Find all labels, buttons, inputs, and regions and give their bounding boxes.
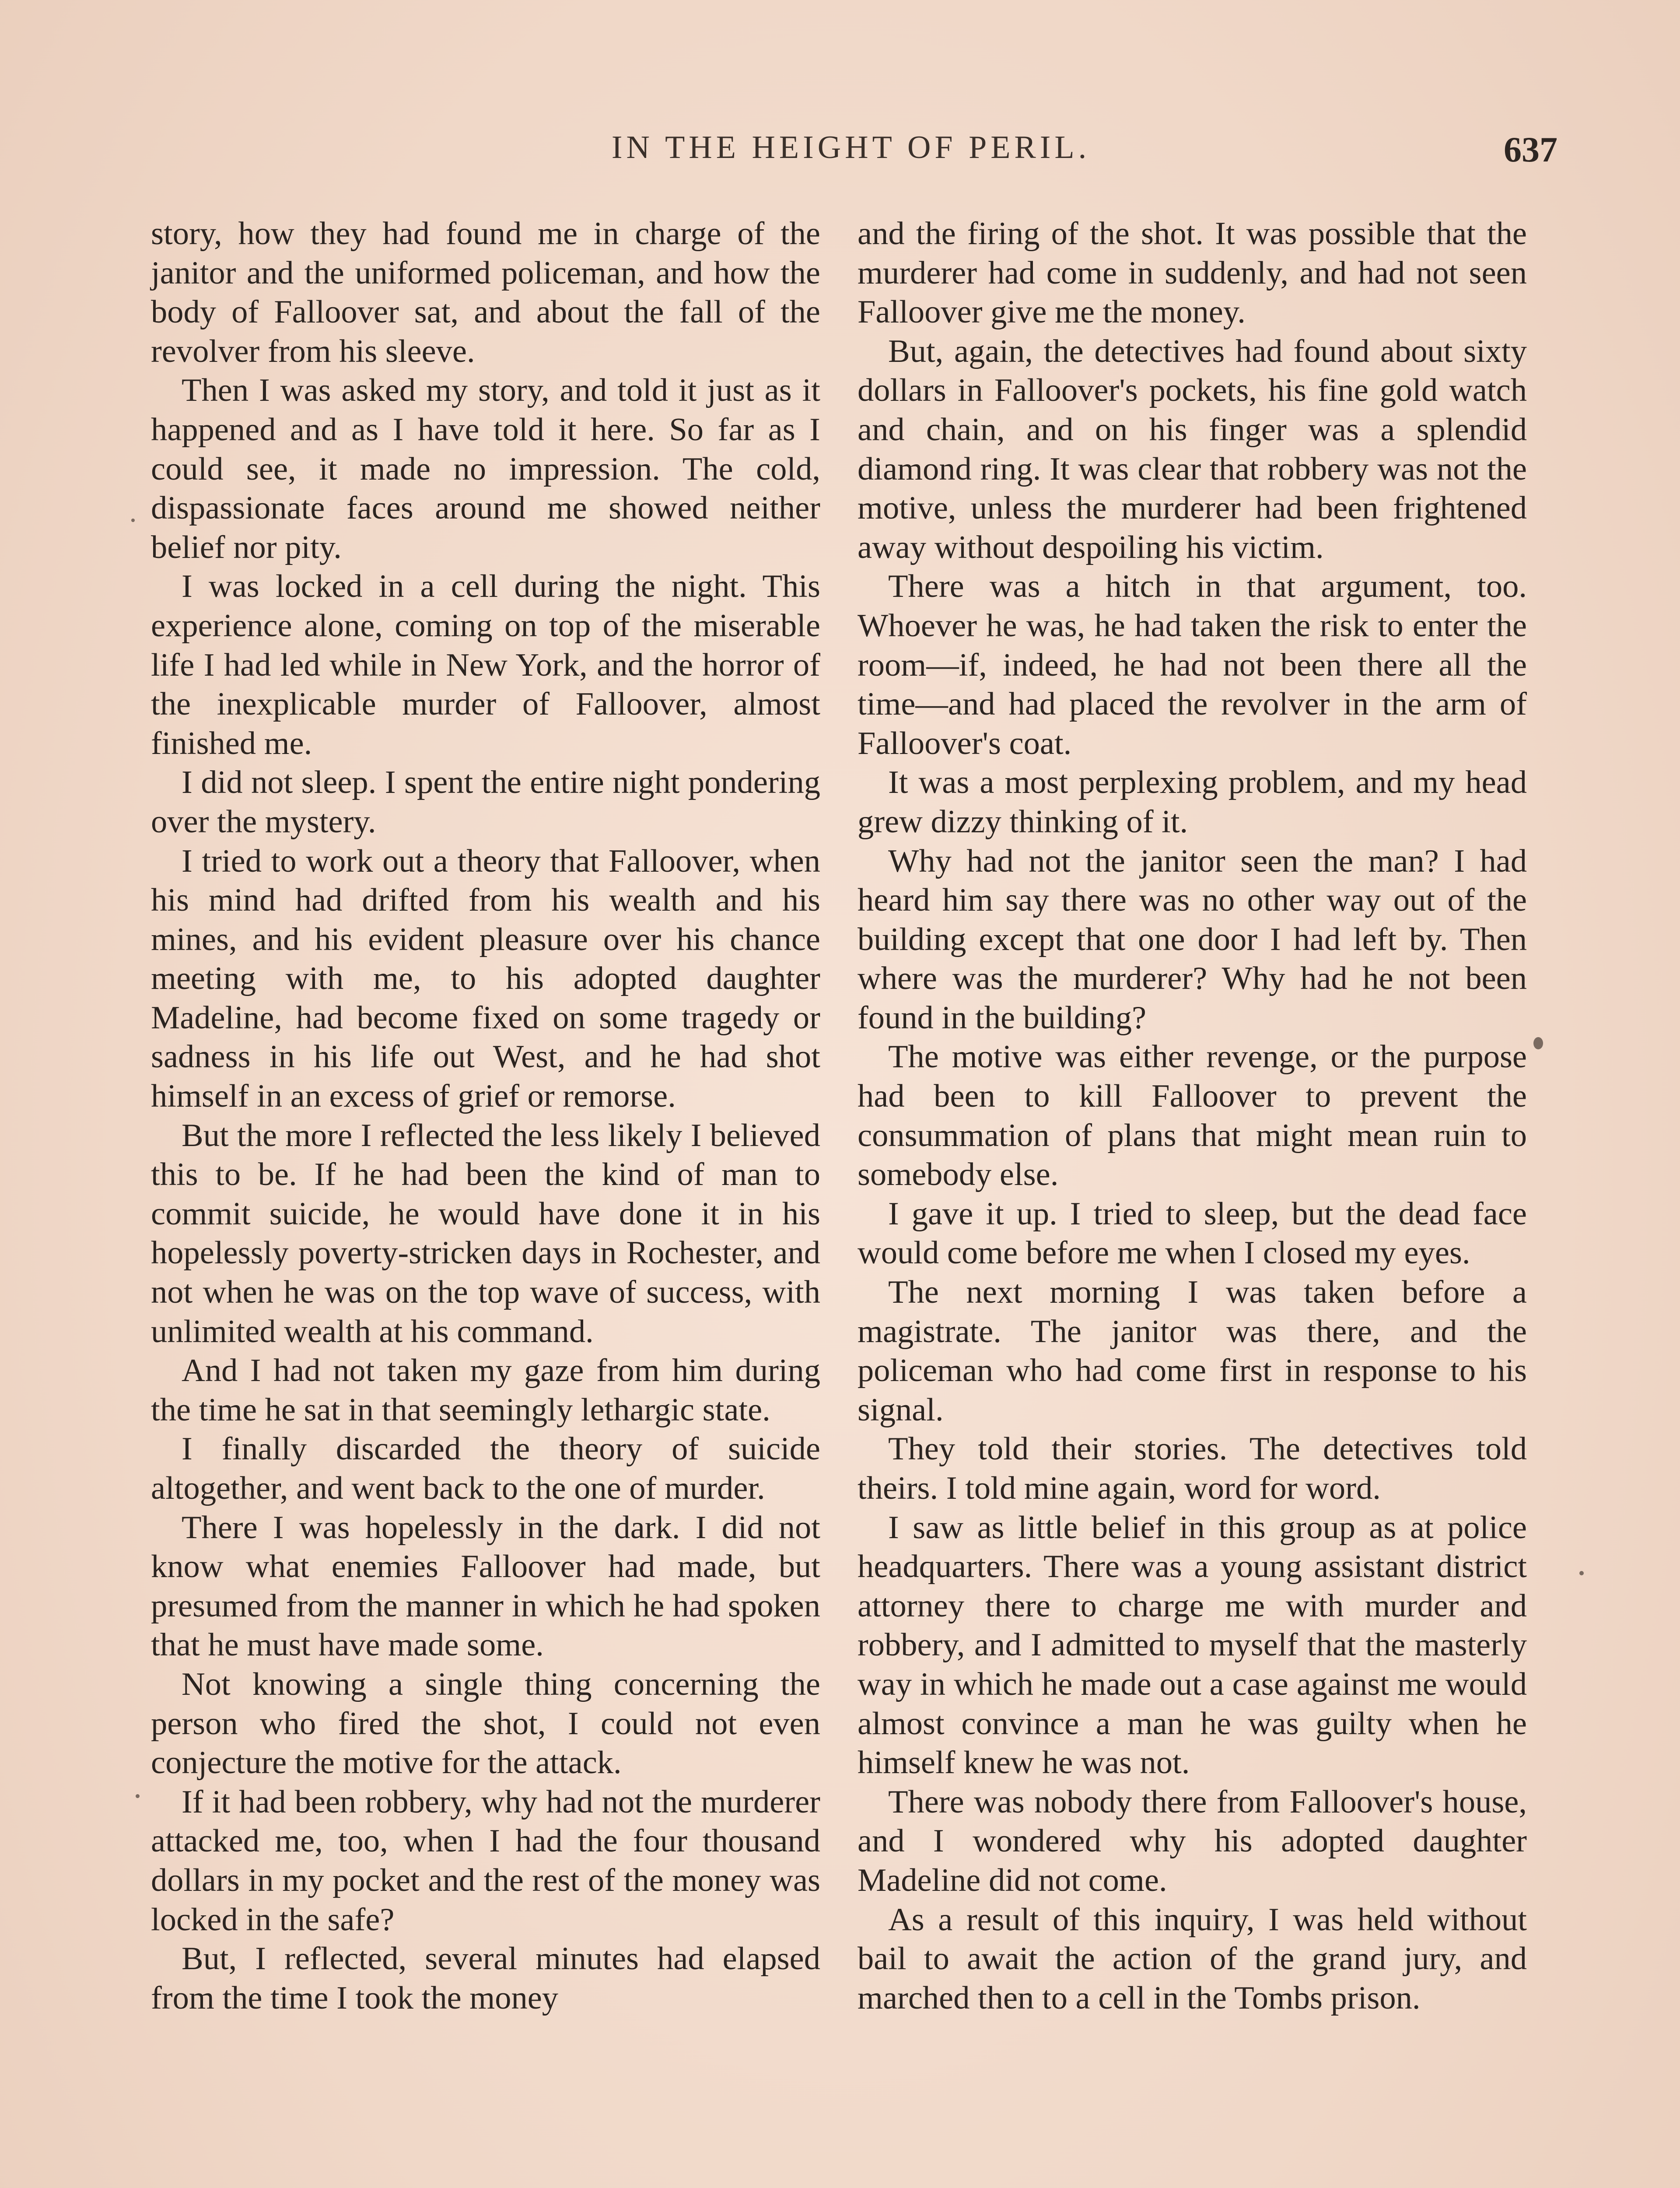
paragraph: I saw as little belief in this group as at police headquarters. There was a young assistant district attorney there to charge me with murder and robbery, and I admitted to myself that the masterly way in which he made out a case against me would almost convince a man he was guilty when he himself knew he was not. [858,1509,1527,1781]
paragraph: There was a hitch in that argument, too. Whoever he was, he had taken the risk to enter the room—if, indeed, he had not been there all the time—and had placed the revolver in the arm of Falloover's coat. [858,568,1527,761]
paragraph: There I was hopelessly in the dark. I did not know what enemies Falloover had made, but presumed from the manner in which he had spoken that he must have made some. [151,1509,820,1663]
paper-speck [1579,1571,1584,1575]
running-head: IN THE HEIGHT OF PERIL. [611,130,1091,165]
paragraph: story, how they had found me in charge of the janitor and the uniformed policeman, and how the body of Falloover sat, and about the fall of the revolver from his sleeve. [151,216,820,369]
paragraph: There was nobody there from Falloover's house, and I wondered why his adopted daughter Madeline did not come. [858,1784,1527,1898]
paragraph: I gave it up. I tried to sleep, but the dead face would come before me when I closed my eyes. [858,1196,1527,1271]
paragraph: If it had been robbery, why had not the murderer attacked me, too, when I had the four thousand dollars in my pocket and the rest of the money was locked in the safe? [151,1784,820,1938]
paragraph: I did not sleep. I spent the entire night pondering over the mystery. [151,764,820,840]
paragraph: I finally discarded the theory of suicide altogether, and went back to the one of murder. [151,1431,820,1506]
paragraph: Why had not the janitor seen the man? I had heard him say there was no other way out of the building except that one door I had left by. Then where was the murderer? Why had he not been found in the building? [858,843,1527,1036]
paragraph: Then I was asked my story, and told it just as it happened and as I have told it here. So far as I could see, it made no impression. The cold, dispassionate faces around me showed neither belief nor pity. [151,372,820,565]
paragraph: Not knowing a single thing concerning the person who fired the shot, I could not even conjecture the motive for the attack. [151,1666,820,1781]
paragraph: The next morning I was taken before a magistrate. The janitor was there, and the policeman who had come first in response to his signal. [858,1274,1527,1428]
paragraph: As a result of this inquiry, I was held without bail to await the action of the grand jury, and marched then to a cell in the Tombs prison. [858,1901,1527,2016]
paper-speck [131,519,135,522]
paragraph: I tried to work out a theory that Falloover, when his mind had drifted from his wealth and his mines, and his evident pleasure over his chance meeting with me, to his adopted daughter Madeline, had become fixed on some tragedy or sadness in his life out West, and he had shot himself in an excess of grief or remorse. [151,843,820,1115]
paragraph: But, again, the detectives had found about sixty dollars in Falloover's pockets, his fine gold watch and chain, and on his finger was a splendid diamond ring. It was clear that robbery was not the motive, unless the murderer had been frightened away without despoiling his victim. [858,333,1527,565]
paragraph: and the firing of the shot. It was possible that the murderer had come in suddenly, and had not seen Falloover give me the money. [858,216,1527,330]
paragraph: They told their stories. The detectives told theirs. I told mine again, word for word. [858,1431,1527,1506]
paragraph: It was a most perplexing problem, and my head grew dizzy thinking of it. [858,764,1527,840]
paper-speck [136,1794,140,1798]
page-number: 637 [1504,130,1558,169]
paragraph: But the more I reflected the less likely I believed this to be. If he had been the kind of man to commit suicide, he would have done it in his hopelessly poverty-stricken days in Rochester, and not when he was on the top wave of success, with unlimited wealth at his command. [151,1117,820,1350]
left-column [151,214,820,2018]
paragraph: But, I reflected, several minutes had elapsed from the time I took the money [151,1941,820,2016]
page-header [144,129,1558,177]
right-column [858,214,1527,2018]
paragraph: The motive was either revenge, or the purpose had been to kill Falloover to prevent the consummation of plans that might mean ruin to somebody else. [858,1039,1527,1193]
paragraph: I was locked in a cell during the night. This experience alone, coming on top of the miserable life I had led while in New York, and the horror of the inexplicable murder of Falloover, almost finished me. [151,568,820,761]
paper-speck [1533,1037,1543,1049]
paragraph: And I had not taken my gaze from him during the time he sat in that seemingly lethargic state. [151,1353,820,1428]
